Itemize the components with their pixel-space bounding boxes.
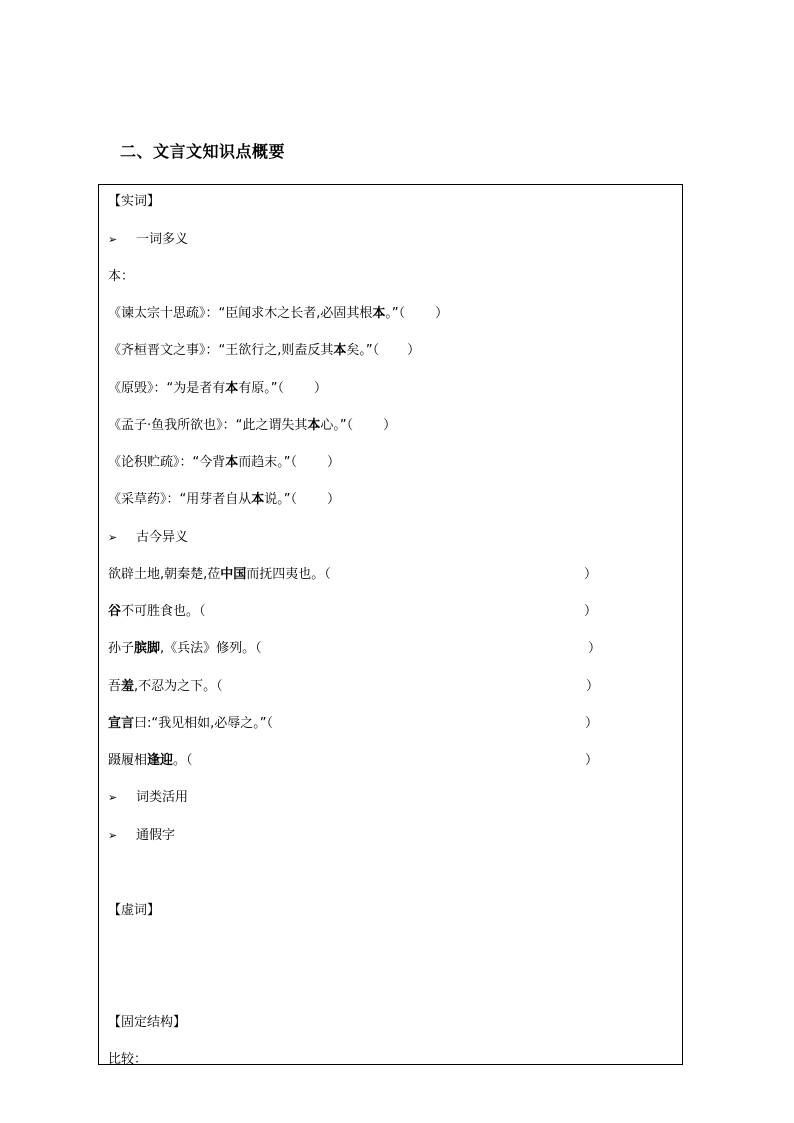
subsection-title: 词类活用	[136, 790, 189, 805]
example-line: 欲辟土地,朝秦楚,莅中国而抚四夷也。（ ）	[108, 567, 598, 582]
example-line: 孙子膑脚,《兵法》修列。（ ）	[108, 641, 602, 656]
section-label-shici: 【实词】	[108, 194, 161, 209]
example-line: 蹑履相逢迎。（ ）	[108, 753, 599, 768]
example-line: 吾羞,不忍为之下。（ ）	[108, 679, 600, 694]
answer-blank-close: ）	[586, 679, 600, 694]
bullet-yici-duoyi	[108, 231, 188, 249]
bullet-arrow-icon: ➢	[108, 233, 118, 246]
bullet-arrow-icon: ➢	[108, 531, 118, 544]
answer-blank-close: ）	[584, 567, 598, 582]
answer-blank-close: ）	[314, 381, 328, 396]
example-line: 《孟子·鱼我所欲也》：“此之谓失其本心。”（ ）	[108, 418, 397, 433]
subsection-title: 古今异义	[136, 530, 189, 545]
answer-blank-close: ）	[435, 306, 449, 321]
subsection-title: 一词多义	[136, 232, 189, 247]
example-line: 《论积贮疏》：“今背本而趋末。”（ ）	[108, 455, 341, 470]
example-line: 《原毁》：“为是者有本有原。”（ ）	[108, 381, 328, 396]
answer-blank-close: ）	[327, 455, 341, 470]
cutoff-text: 比较：	[108, 1052, 148, 1065]
section-label-xuci: 【虚词】	[108, 903, 161, 918]
subsection-title: 通假字	[136, 828, 176, 843]
example-line: 《谏太宗十思疏》：“臣闻求木之长者,必固其根本。”（ ）	[108, 306, 449, 321]
bullet-arrow-icon: ➢	[108, 791, 118, 804]
answer-blank-close: ）	[327, 492, 341, 507]
answer-blank-close: ）	[383, 418, 397, 433]
knowledge-table	[98, 184, 683, 1065]
bullet-gujin-yiyi	[108, 529, 188, 547]
answer-blank-close: ）	[585, 716, 599, 731]
section-heading: 二、文言文知识点概要	[120, 142, 286, 161]
example-line: 《齐桓晋文之事》：“王欲行之,则盍反其本矣。”（ ）	[108, 343, 421, 358]
example-line: 谷不可胜食也。（ ）	[108, 604, 598, 619]
example-line: 《采草药》：“用芽者自从本说。”（ ）	[108, 492, 341, 507]
answer-blank-close: ）	[588, 641, 602, 656]
bullet-tongjiazi	[108, 827, 175, 845]
answer-blank-close: ）	[585, 753, 599, 768]
section-label-guding: 【固定结构】	[108, 1015, 187, 1030]
answer-blank-close: ）	[584, 604, 598, 619]
bullet-cilei-huoyong	[108, 789, 188, 807]
headword-label: 本：	[108, 269, 135, 284]
bullet-arrow-icon: ➢	[108, 829, 118, 842]
answer-blank-close: ）	[407, 343, 421, 358]
example-line: 宣言曰:“我见相如,必辱之。”（ ）	[108, 716, 599, 731]
